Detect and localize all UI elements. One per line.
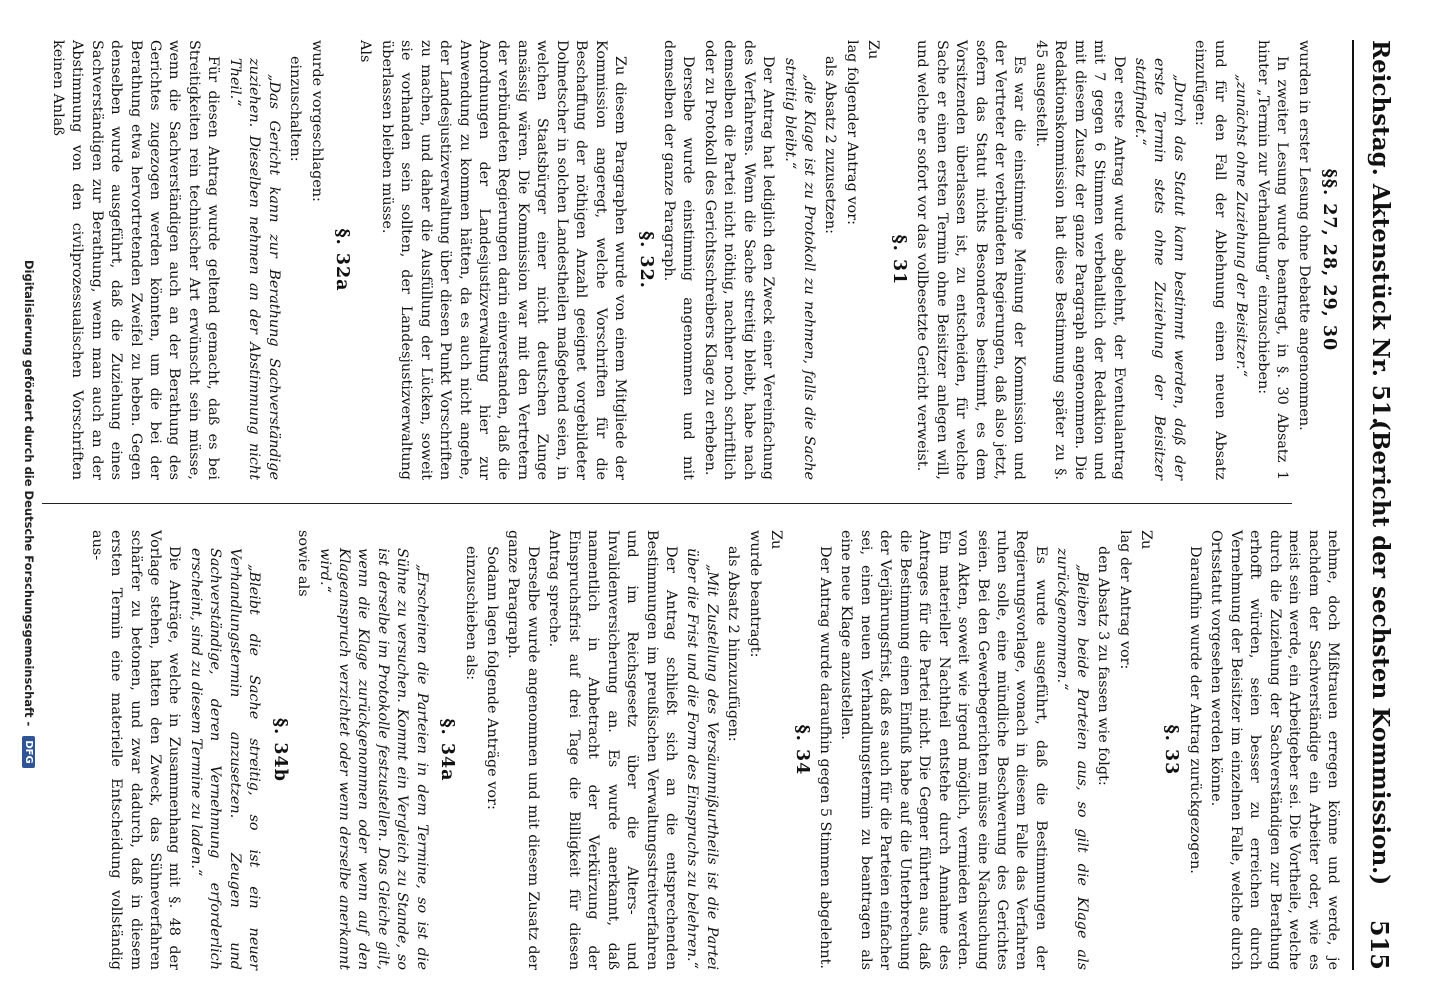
paragraph: nehme, doch Mißtrauen erregen könne und werde, je nachdem der Sachverständige ein Arbeiter oder, wie es meist sein werde, ein Arbeitgeber sei. Die Vortheile, welche durch die Zuziehung der Sachverständigen zur Berathung erhofft würden, seien besser zu erreichen durch Vernehmung der Beisitzer im einzelnen Falle, welche durch Ortsstatut vorgesehen werden könne. (1208, 530, 1341, 970)
section-heading: §. 31 (888, 234, 909, 286)
paragraph: und für den Fall der Ablehnung einen neuen Absatz einzufügen: (1192, 40, 1228, 480)
quoted-amendment: „Mit Zustellung des Versäumnißurtheils ist die Partei über die Frist und die Form des Einspruchs zu belehren.“ (684, 548, 720, 970)
left-column (42, 40, 1342, 480)
header-left: Reichstag. Aktenstück Nr. 51. (1367, 40, 1394, 425)
quoted-amendment: „Bleibt die Sache streitig, so ist ein neuer Verhandlungstermin anzusetzen. Zeugen und Sachverständige, deren Vernehmung erforderlich erscheint, sind zu diesem Termine zu laden.“ (187, 548, 263, 970)
section-heading: §. 34a (437, 718, 458, 782)
dfg-logo: DFG (22, 736, 35, 767)
paragraph: den Absatz 3 zu fassen wie folgt: (1095, 546, 1112, 786)
paragraph: als Absatz 2 zuzusetzen: (822, 56, 839, 234)
header-center: (Bericht der sechsten Kommission.) (1367, 420, 1394, 886)
quoted-amendment: „Durch das Statut kann bestimmt werden, daß der erste Termin stets ohne Zuziehung der Beisitzer stattfindet.“ (1132, 58, 1187, 480)
paragraph: In zweiter Lesung wurde beantragt, in §. 30 Absatz 1 hinter „Termin zur Verhandlung“ einzuschieben: (1254, 40, 1291, 480)
quoted-amendment: „Erscheinen die Parteien in dem Termine, so ist die Sühne zu versuchen. Kommt ein Vergleich zu Stande, so ist derselbe im Protokolle festzustellen. Das Gleiche gilt, wenn die Klage zurückgenommen oder wenn auf den Klageanspruch verzichtet oder wenn derselbe anerkannt wird.“ (316, 548, 430, 970)
side-note-text: Digitalisierung gefördert durch die Deutsche Forschungsgemeinschaft - (22, 260, 36, 727)
quoted-amendment: „Das Gericht kann zur Berathung Sachverständige zuziehen. Dieselben nehmen an der Abstimmung nicht Theil.“ (226, 58, 282, 480)
paragraph: wurde vorgeschlagen: (308, 40, 325, 202)
side-note (6, 260, 36, 1000)
section-heading: §. 33 (1161, 724, 1182, 776)
quoted-amendment: „die Klage ist zu Protokoll zu nehmen, falls die Sache streitig bleibt.“ (781, 58, 818, 480)
paragraph: Zu (865, 40, 882, 60)
section-heading: §. 32a (332, 228, 352, 292)
paragraph: wurden in erster Lesung ohne Debatte angenommen. (1295, 40, 1312, 431)
paragraph: Der Antrag hat lediglich den Zweck einer Vereinfachung des Verfahrens. Wenn die Sache streitig bleibt, habe nach demselben die Partei nicht nöthig, nachher noch schriftlich oder zu Protokoll des Gerichtsschreibers Klage zu erheben. (701, 40, 777, 480)
paragraph: Zu (768, 530, 785, 550)
paragraph: als Absatz 2 hinzuzufügen: (725, 546, 742, 742)
quoted-amendment: „Bleiben beide Parteien aus, so gilt die Klage als zurückgenommen.“ (1054, 548, 1090, 970)
paragraph: Derselbe wurde angenommen und mit diesem Zusatz der ganze Paragraph. (505, 530, 541, 970)
column-divider (42, 503, 1292, 504)
section-heading: §. 34b (269, 718, 290, 782)
paragraph: Es wurde ausgeführt, daß die Bestimmungen der Regierungsvorlage, wonach in diesem Falle das Verfahren ruhen solle, eine mündliche Beschwerung des Gerichtes seien. Bei den Gewerbegerichten müsse eine Nachsuchung von Akten, soweit wie irgend möglich, vermieden werden. Ein materieller Nachtheil entstehe durch Annahme des Antrages für die Partei nicht. Die Gegner führten aus, daß die Bestimmung einen Einfluß habe auf die Unterbrechung der Verjährungsfrist, daß es auch für die Parteien einfacher sei, einen neuen Verhandlungstermin zu beantragen als eine neue Klage anzustellen. (838, 530, 1049, 970)
header-rule (1352, 40, 1354, 970)
paragraph: einzuschalten: (287, 56, 304, 162)
paragraph: Der Antrag schließt sich an die entsprechenden Bestimmungen im preußischen Verwaltungsstreitverfahren und im Reichsgesetz über die Alters- und Invalidenversicherung an. Es wurde anerkannt, daß namentlich in Anbetracht der Verkürzung der Einspruchsfrist auf drei Tage die Billigkeit für diesen Antrag spreche. (546, 530, 679, 970)
page-number: 515 (1365, 919, 1394, 970)
paragraph: Die Anträge, welche in Zusammenhang mit §. 48 der Vorlage stehen, hatten den Zweck, das Sühneverfahren schärfer zu betonen, und zwar dadurch, daß in diesem ersten Termin eine materielle Entscheidung vollständig aus- (88, 530, 183, 970)
paragraph: Es war die einstimmige Meinung der Kommission und der Vertreter der verbündeten Regierungen, daß also jetzt, sofern das Statut nichts Besonderes bestimmt, es dem Vorsitzenden überlassen ist, zu entscheiden, für welche Sache er einen ersten Termin ohne Beisitzer anlegen will, und welche er sofort vor das vollbesetzte Gericht verweist. (914, 40, 1028, 480)
right-column (42, 530, 1342, 970)
paragraph: Daraufhin wurde der Antrag zurückgezogen. (1186, 546, 1203, 874)
section-heading: §§. 27, 28, 29, 30 (1319, 168, 1339, 352)
paragraph: Für diesen Antrag wurde geltend gemacht, daß es bei Streitigkeiten rein technischer Art erwünscht sein müsse, wenn die Sachverständigen auch an der Berathung des Gerichtes zugezogen werden könnten, um die bei der Berathung etwa hervortretenden Zweifel zu heben. Gegen denselben wurde ausgeführt, daß die Zuziehung eines Sachverständigen zur Berathung, wenn man auch an der Abstimmung von den civilprozessualischen Vorschriften keinen Anlaß (49, 40, 222, 480)
paragraph: Der Antrag wurde daraufhin gegen 5 Stimmen abgelehnt. (817, 546, 834, 969)
section-heading: §. 32. (635, 231, 656, 289)
section-heading: §. 34 (791, 724, 812, 776)
paragraph: Sodann lagen folgende Anträge vor: (484, 546, 501, 810)
paragraph: einzuschieben als: (462, 546, 479, 681)
running-head (1356, 40, 1404, 970)
paragraph: wurde beantragt: (746, 530, 763, 658)
paragraph: lag folgender Antrag vor: (843, 40, 860, 225)
paragraph: Zu (1138, 530, 1155, 550)
paragraph: sowie als (295, 530, 312, 597)
paragraph: Der erste Antrag wurde abgelehnt, der Eventualantrag mit 7 gegen 6 Stimmen verbehaltlich der Redaktion und mit diesem Zusatz der ganze Paragraph angenommen. Die Redaktionskommission hat diese Bestimmung später zu §. 45 ausgestellt. (1032, 40, 1127, 480)
paragraph: Als (357, 40, 374, 63)
paragraph: lag der Antrag vor: (1116, 530, 1133, 670)
paragraph: Derselbe wurde einstimmig angenommen und mit demselben der ganze Paragraph. (661, 40, 697, 480)
quoted-amendment: „zunächst ohne Zuziehung der Beisitzer.“ (1233, 74, 1250, 378)
paragraph: Zu diesem Paragraphen wurde von einem Mitgliede der Kommission angeregt, welche Vorschriften für die Beschaffung der nöthigen Anzahl geeignet vorgebildeter Dolmetscher in solchen Landestheilen maßgebend seien, in welchen Staatsbürger einer nicht deutschen Zunge ansässig wären. Die Kommission war mit den Vertretern der verbündeten Regierungen darin einverstanden, daß die Anordnungen der Landesjustizverwaltung hier zur Anwendung zu kommen hätten, da es auch nicht angehe, der Landesjustizverwaltung über diesen Punkt Vorschriften zu machen, und daher die Ausfüllung der Lücken, soweit sie vorhanden sein sollten, der Landesjustizverwaltung überlassen bleiben müsse. (378, 40, 629, 480)
